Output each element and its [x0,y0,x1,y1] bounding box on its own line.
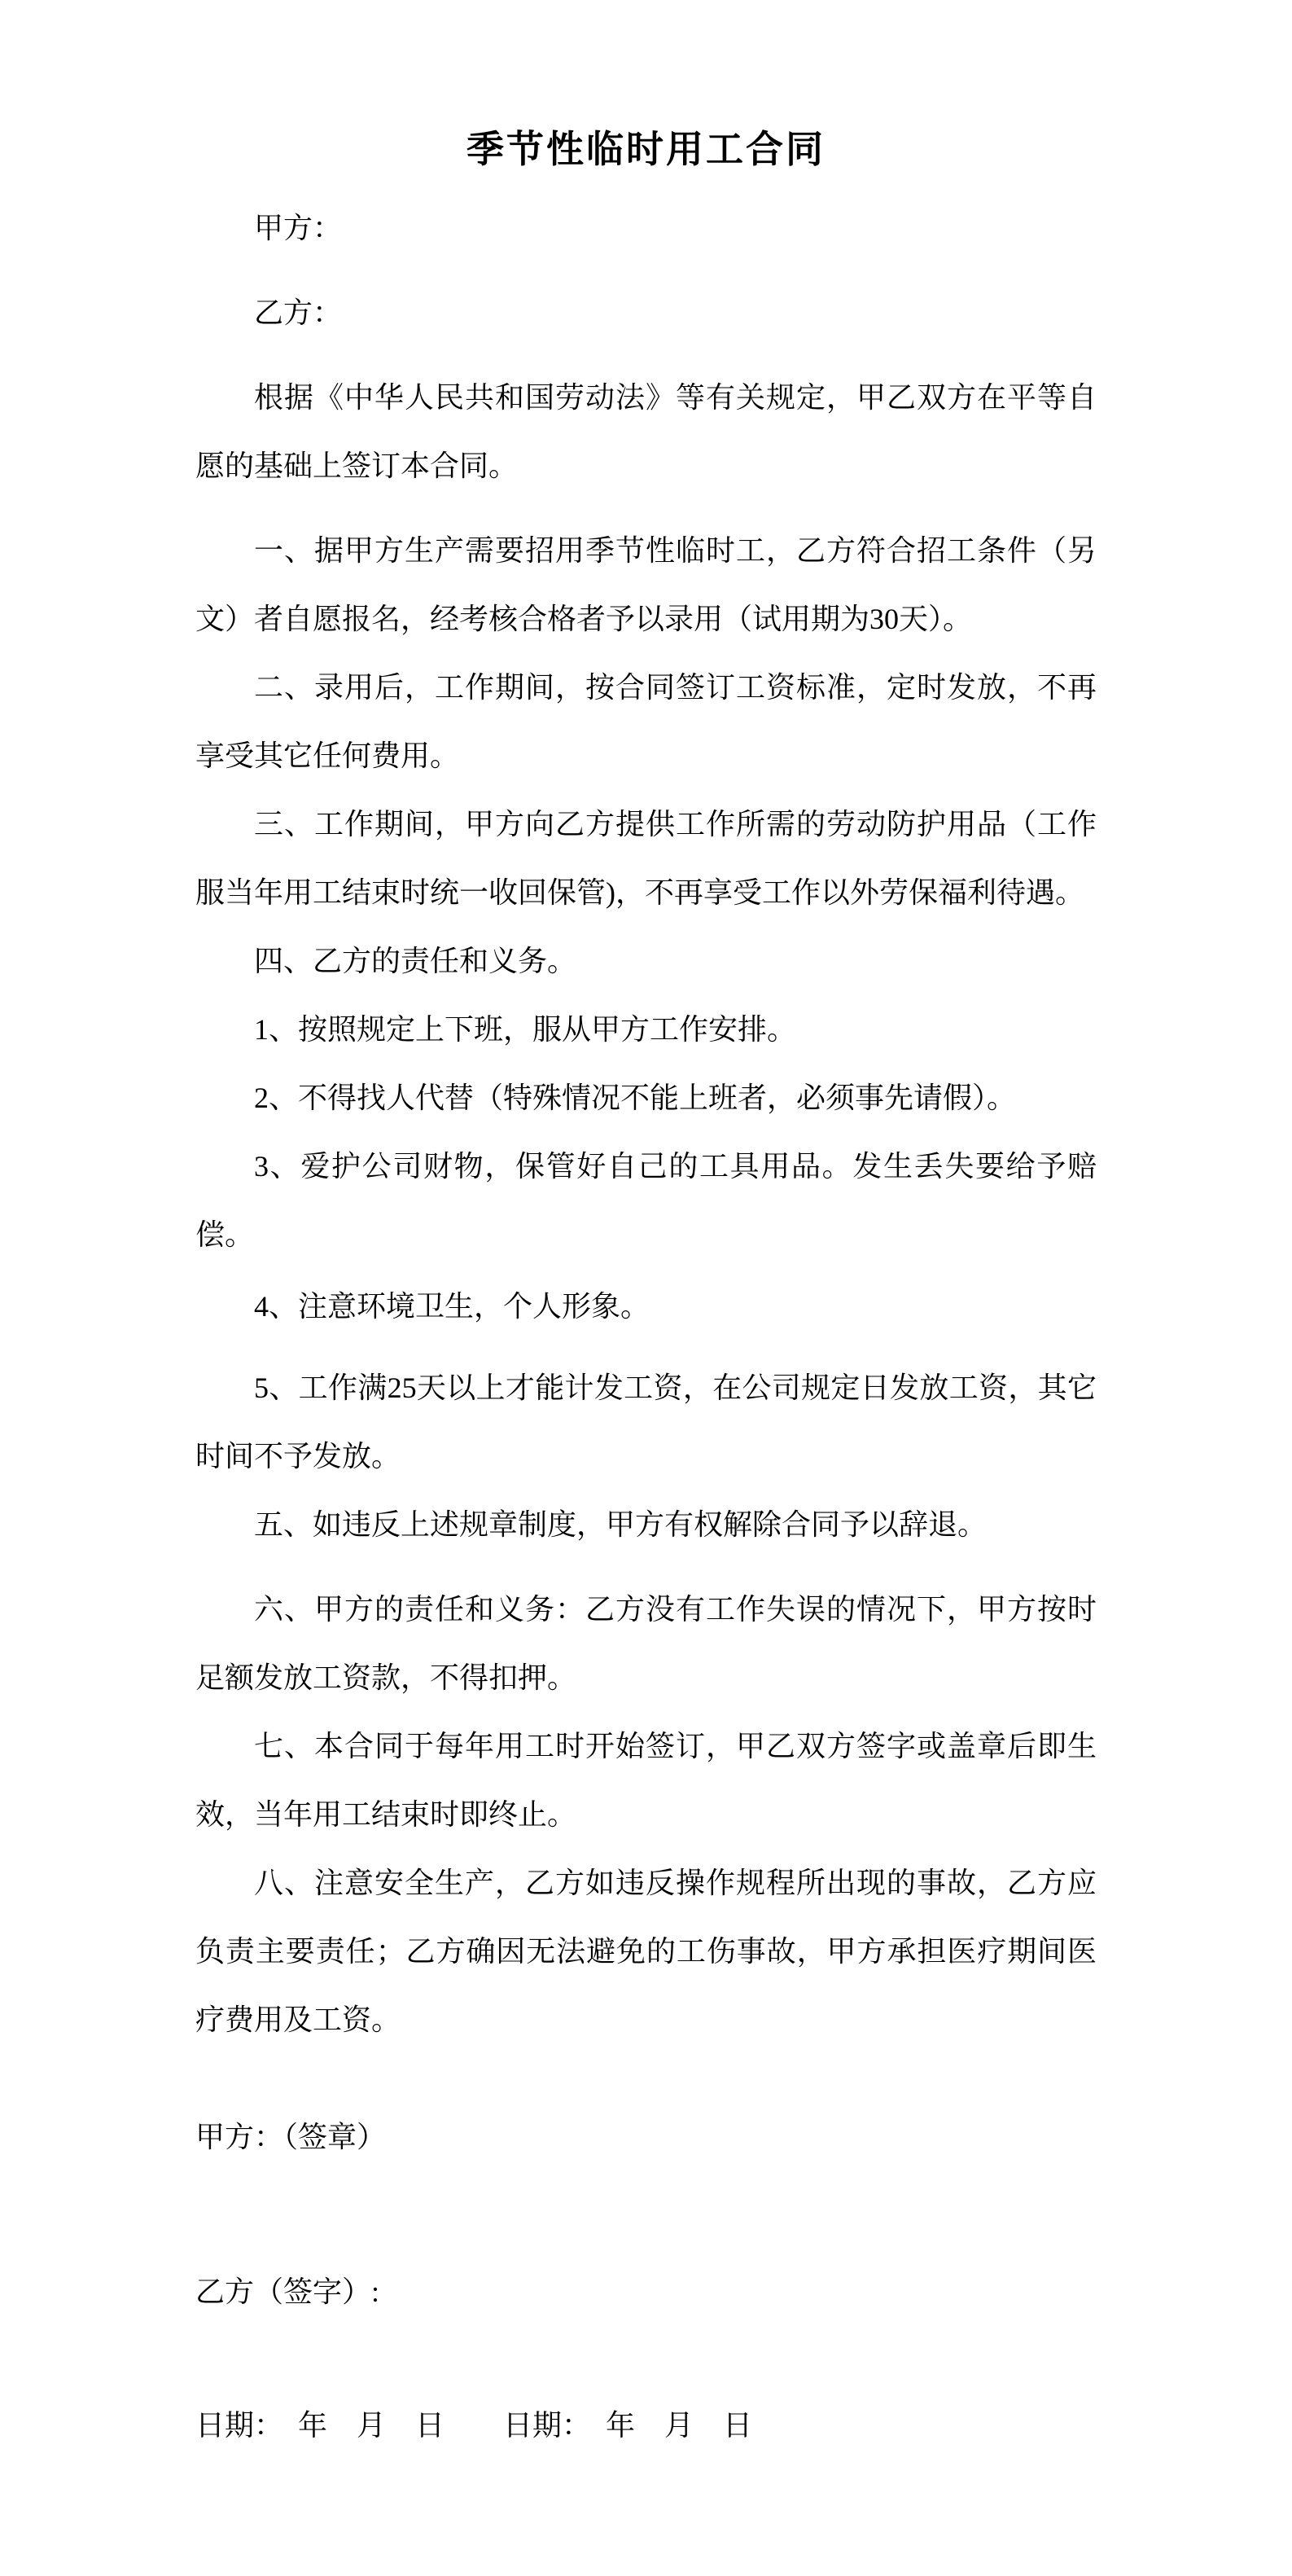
clause-6: 六、甲方的责任和义务：乙方没有工作失误的情况下，甲方按时足额发放工资款，不得扣押。 [195,1593,1097,1694]
preamble: 根据《中华人民共和国劳动法》等有关规定，甲乙双方在平等自愿的基础上签订本合同。 [195,381,1097,482]
clause-8: 八、注意安全生产，乙方如违反操作规程所出现的事故，乙方应负责主要责任；乙方确因无法避免的工伤事故，甲方承担医疗期间医疗费用及工资。 [195,1867,1097,2036]
clause-5: 五、如违反上述规章制度，甲方有权解除合同予以辞退。 [254,1508,988,1541]
party-b-line: 乙方： [254,296,343,329]
clause-7: 七、本合同于每年用工时开始签订，甲乙双方签字或盖章后即生效，当年用工结束时即终止。 [195,1730,1097,1831]
clause-4: 四、乙方的责任和义务。 [254,945,577,977]
clause-4-item-4: 4、注意环境卫生，个人形象。 [254,1290,650,1323]
clause-4-item-3: 3、爱护公司财物，保管好自己的工具用品。发生丢失要给予赔偿。 [195,1150,1097,1251]
party-b-signature-line: 乙方（签字）: [195,2275,380,2308]
clause-4-item-2: 2、不得找人代替（特殊情况不能上班者，必须事先请假）。 [254,1082,1017,1114]
document-title: 季节性临时用工合同 [466,129,826,170]
date-line: 日期： 年 月 日 日期： 年 月 日 [195,2409,753,2442]
clause-4-item-5: 5、工作满25天以上才能计发工资，在公司规定日发放工资，其它时间不予发放。 [195,1371,1097,1472]
clause-3: 三、工作期间，甲方向乙方提供工作所需的劳动防护用品（工作服当年用工结束时统一收回保管)，不再享受工作以外劳保福利待遇。 [195,808,1097,909]
party-a-signature-line: 甲方：（签章） [195,2121,387,2153]
clause-2: 二、录用后，工作期间，按合同签订工资标准，定时发放，不再享受其它任何费用。 [195,671,1097,772]
clause-1: 一、据甲方生产需要招用季节性临时工，乙方符合招工条件（另文）者自愿报名，经考核合格者予以录用（试用期为30天）。 [195,534,1097,635]
party-a-line: 甲方： [254,212,343,244]
clause-4-item-1: 1、按照规定上下班，服从甲方工作安排。 [254,1013,797,1046]
